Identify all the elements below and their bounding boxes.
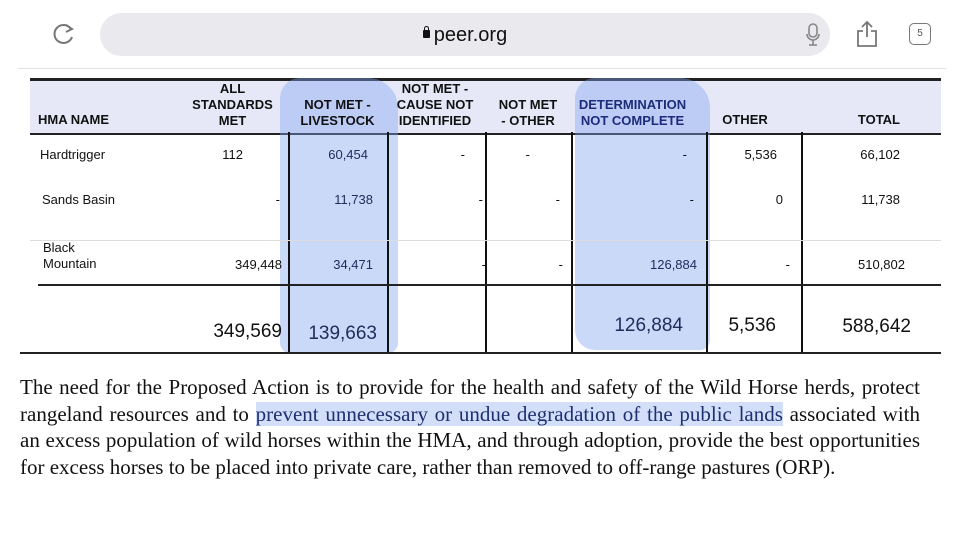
cell-livestock: 11,738 xyxy=(334,192,373,207)
cell-not-met-other: - xyxy=(555,192,560,207)
total-all-met: 349,569 xyxy=(213,321,282,342)
cell-cause-not-identified: - xyxy=(481,257,486,272)
cell-not-met-other: - xyxy=(558,257,563,272)
cell-determination: - xyxy=(689,192,694,207)
cell-livestock: 34,471 xyxy=(333,257,373,272)
column-divider xyxy=(387,132,389,354)
lock-icon xyxy=(423,30,430,38)
cell-cause-not-identified: - xyxy=(478,192,483,207)
cell-all-met: - xyxy=(275,192,280,207)
cell-other: 0 xyxy=(775,192,783,207)
tabs-icon[interactable]: 5 xyxy=(909,23,931,45)
cell-other: 5,536 xyxy=(744,147,777,162)
hma-name: Hardtrigger xyxy=(40,147,106,162)
paragraph-text: The need for the Proposed Action is to provide for the health and safety of the Wild Horse herds, protect rangeland resources and to xyxy=(20,375,920,426)
total-other: 5,536 xyxy=(728,315,776,336)
cell-total: 66,102 xyxy=(860,147,900,162)
column-divider xyxy=(706,132,708,354)
column-divider xyxy=(288,132,290,354)
cell-determination: 126,884 xyxy=(650,257,697,272)
cell-cause-not-identified: - xyxy=(460,147,465,162)
url-text: peer.org xyxy=(433,24,508,46)
cell-livestock: 60,454 xyxy=(328,147,368,162)
microphone-icon[interactable] xyxy=(805,22,821,48)
totals-top-rule xyxy=(38,284,941,286)
cell-other: - xyxy=(785,257,790,272)
reload-icon[interactable] xyxy=(50,20,78,48)
column-divider xyxy=(485,132,487,354)
total-determination: 126,884 xyxy=(614,315,683,336)
cell-not-met-other: - xyxy=(525,147,530,162)
address-bar[interactable] xyxy=(100,13,830,56)
total-total: 588,642 xyxy=(842,316,911,337)
cell-total: 510,802 xyxy=(858,257,905,272)
table-bottom-rule xyxy=(20,352,941,354)
cell-total: 11,738 xyxy=(861,192,900,207)
table-header xyxy=(30,78,941,135)
column-divider xyxy=(801,132,803,354)
highlighted-phrase: prevent unnecessary or undue degradation of the public lands xyxy=(255,401,783,426)
need-statement-paragraph xyxy=(20,374,920,480)
hma-name: Black Mountain xyxy=(43,240,97,271)
cell-all-met: 349,448 xyxy=(235,257,282,272)
cell-all-met: 112 xyxy=(222,147,243,162)
cell-determination: - xyxy=(682,147,687,162)
total-livestock: 139,663 xyxy=(308,323,377,344)
toolbar-divider xyxy=(18,68,946,69)
share-icon[interactable] xyxy=(855,20,879,48)
column-divider xyxy=(571,132,573,354)
row-divider xyxy=(30,240,941,241)
paragraph-text: associated with an excess population of wild horses within the HMA, and through adoption, provide the best opportunities for excess horses to be placed into private care, rather than removed to off-range pastures (ORP). xyxy=(20,401,920,479)
hma-name: Sands Basin xyxy=(42,192,115,207)
